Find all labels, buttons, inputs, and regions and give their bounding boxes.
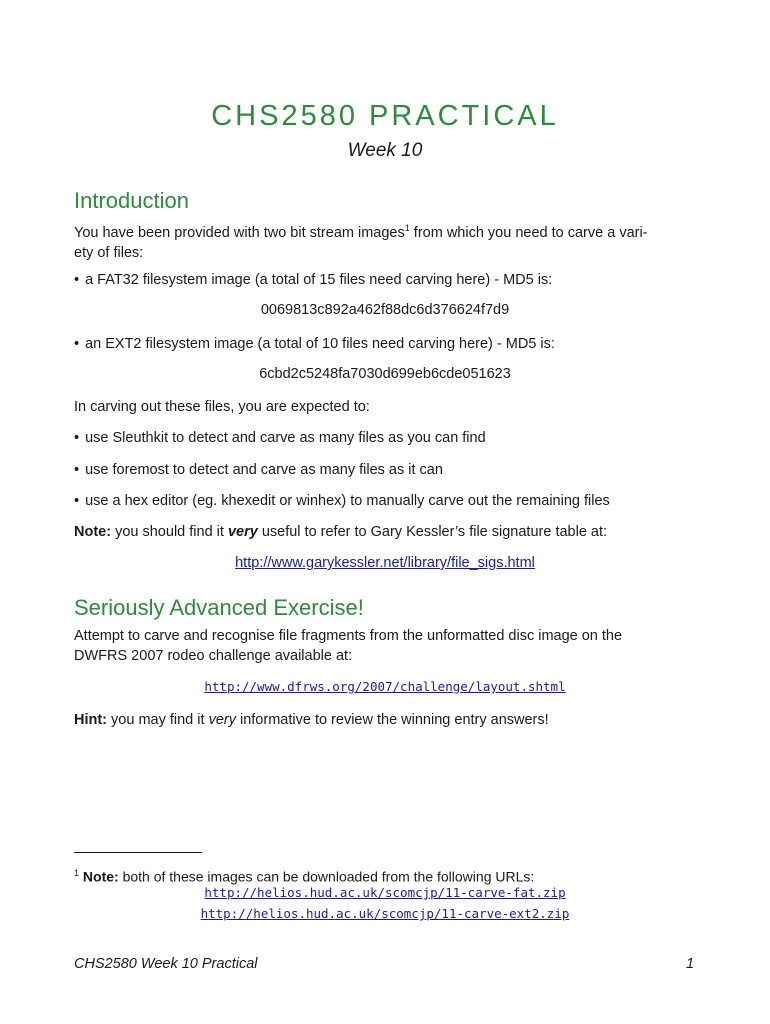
expected-text: In carving out these files, you are expected to:: [74, 399, 370, 415]
note-paragraph: [74, 522, 694, 542]
intro-text-a: You have been provided with two bit stream images: [74, 224, 405, 241]
intro-text-c: ety of files:: [74, 244, 144, 261]
md5-fat32: 0069813c892a462f88dc6d376624f7d9: [260, 302, 510, 318]
intro-text-b: from which you need to carve a vari-: [409, 224, 648, 241]
footer-title: CHS2580 Week 10 Practical: [74, 956, 258, 972]
fat-image-link[interactable]: http://helios.hud.ac.uk/scomcjp/11-carve-fat.zip: [204, 885, 566, 900]
dfrws-link[interactable]: http://www.dfrws.org/2007/challenge/layout.shtml: [204, 679, 566, 694]
hint-emphasis: very: [208, 712, 236, 728]
bullet-fat32: [74, 270, 694, 290]
dfrws-link-line: [0, 679, 770, 695]
footnote-label: Note:: [82, 868, 119, 885]
footnote-divider: [74, 852, 202, 853]
advanced-paragraph: [74, 626, 694, 666]
kessler-link-line: [0, 555, 770, 571]
hint-label: Hint:: [74, 712, 108, 728]
task-hex-editor-text: use a hex editor (eg. khexedit or winhex) to manually carve out the remaining files: [85, 493, 610, 509]
advanced-text-1: Attempt to carve and recognise file fragments from the unformatted disc image on the: [74, 628, 623, 644]
bullet-ext2-text: an EXT2 filesystem image (a total of 10 files need carving here) - MD5 is:: [85, 336, 555, 352]
advanced-text-2: DWFRS 2007 rodeo challenge available at:: [74, 648, 353, 664]
task-foremost-text: use foremost to detect and carve as many files as it can: [85, 462, 443, 478]
document-title: CHS2580 PRACTICAL: [211, 100, 559, 132]
bullet-fat32-text: a FAT32 filesystem image (a total of 15 files need carving here) - MD5 is:: [85, 272, 553, 288]
hint-paragraph: [74, 710, 694, 730]
task-sleuthkit: [74, 428, 694, 448]
introduction-heading: Introduction: [74, 188, 189, 213]
hint-text-b: informative to review the winning entry answers!: [235, 712, 549, 728]
page-number: 1: [686, 956, 695, 972]
task-foremost: [74, 460, 694, 480]
bullet-ext2: [74, 334, 694, 354]
kessler-link[interactable]: http://www.garykessler.net/library/file_sigs.html: [235, 555, 535, 571]
ext2-image-link[interactable]: http://helios.hud.ac.uk/scomcjp/11-carve-ext2.zip: [200, 906, 570, 921]
note-label: Note:: [74, 524, 112, 540]
intro-paragraph: [74, 218, 694, 263]
md5-ext2: 6cbd2c5248fa7030d699eb6cde051623: [259, 366, 511, 382]
note-emphasis: very: [227, 524, 258, 540]
note-text-b: useful to refer to Gary Kessler’s file signature table at:: [257, 524, 608, 540]
task-sleuthkit-text: use Sleuthkit to detect and carve as many files as you can find: [85, 430, 486, 446]
footnote-link-2-line: [0, 905, 770, 923]
task-hex-editor: [74, 491, 694, 511]
document-subtitle: Week 10: [347, 140, 423, 161]
footnote-link-1-line: [0, 884, 770, 902]
footnote-reference[interactable]: 1: [404, 223, 410, 233]
advanced-heading: Seriously Advanced Exercise!: [74, 595, 364, 620]
note-text-a: you should find it: [111, 524, 228, 540]
footnote-body: both of these images can be downloaded from the following URLs:: [118, 868, 535, 885]
footnote-marker: 1: [74, 868, 80, 878]
hint-text-a: you may find it: [107, 712, 209, 728]
